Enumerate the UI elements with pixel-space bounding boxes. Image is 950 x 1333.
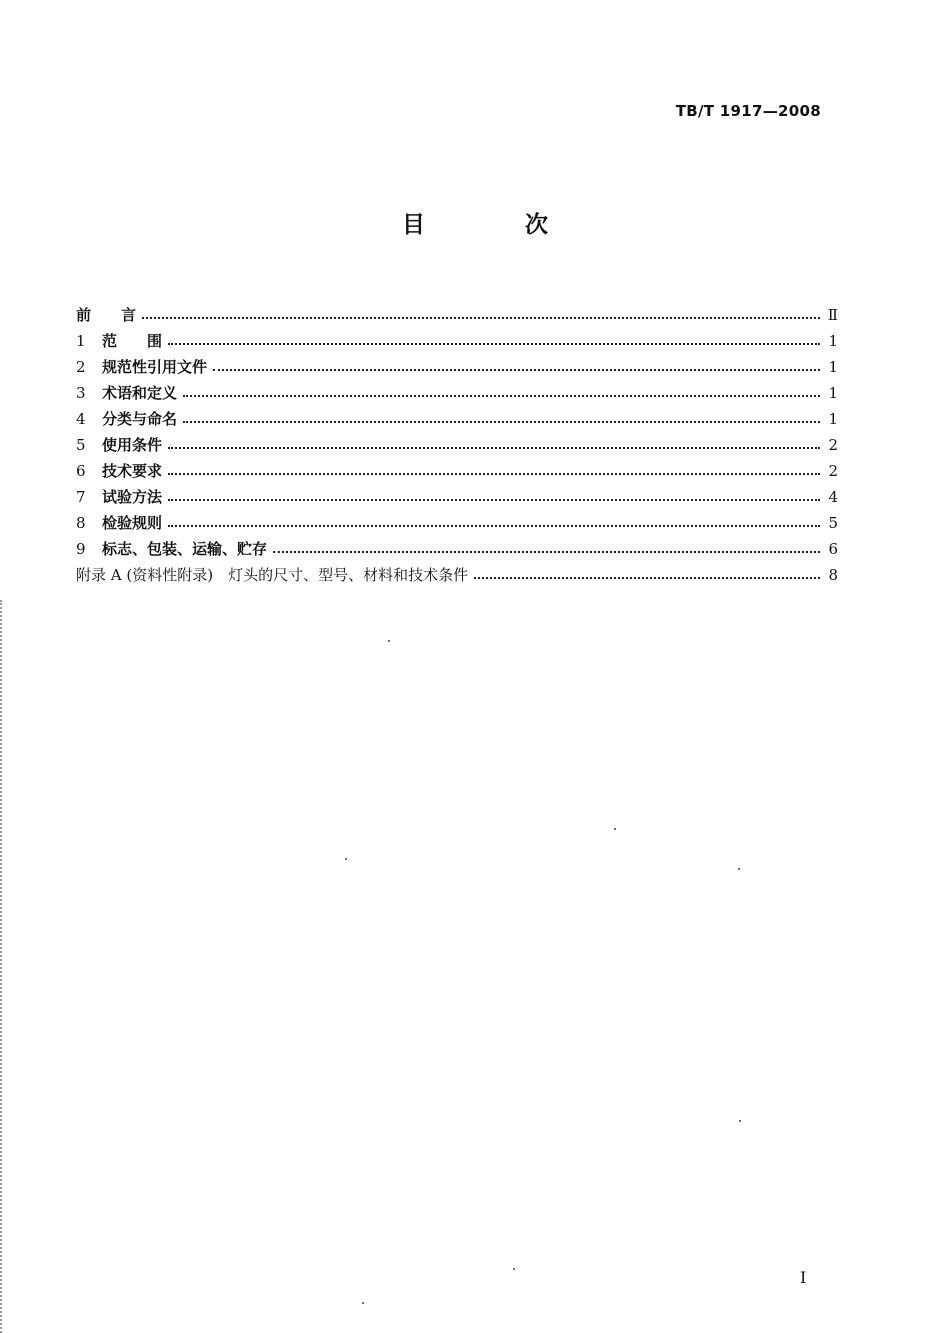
toc-entry-label: 分类与命名: [102, 410, 178, 428]
toc-leader-dots: [142, 316, 820, 319]
toc-entry-test-methods[interactable]: [76, 484, 838, 510]
toc-leader-dots: [168, 342, 820, 345]
toc-entry-label: 检验规则: [102, 514, 163, 532]
toc-entry-number: 4: [76, 410, 86, 428]
toc-leader-dots: [273, 550, 820, 553]
scan-edge-marks: [0, 600, 4, 1333]
toc-entry-number: 7: [76, 488, 86, 506]
scan-speck: [739, 1120, 741, 1122]
toc-entry-label: 试验方法: [102, 488, 163, 506]
toc-leader-dots: [168, 446, 820, 449]
scan-speck: [362, 1302, 364, 1304]
toc-entry-number: 9: [76, 540, 86, 558]
toc-entry-label: 标志、包装、运输、贮存: [102, 540, 268, 558]
toc-entry-label: 使用条件: [102, 436, 163, 454]
toc-title: 目 次: [401, 212, 594, 238]
toc-entry-marking-packaging[interactable]: [76, 536, 838, 562]
toc-entry-requirements[interactable]: [76, 458, 838, 484]
toc-leader-dots: [168, 498, 820, 501]
scan-speck: [738, 868, 740, 870]
toc-entry-page: 1: [828, 332, 838, 350]
toc-entry-appendix-a[interactable]: [76, 562, 838, 588]
toc-leader-dots: [213, 368, 820, 371]
toc-entry-scope[interactable]: [76, 328, 838, 354]
toc-entry-page: 1: [828, 358, 838, 376]
toc-entry-page: 5: [828, 514, 838, 532]
toc-entry-label: 附录 A (资料性附录) 灯头的尺寸、型号、材料和技术条件: [76, 566, 469, 584]
toc-entry-number: 3: [76, 384, 86, 402]
scan-speck: [388, 640, 390, 642]
toc-entry-page: 6: [828, 540, 838, 558]
toc-entry-page: 4: [828, 488, 838, 506]
toc-entry-number: 2: [76, 358, 86, 376]
toc-entry-page: 8: [828, 566, 838, 584]
toc-entry-page: 1: [828, 384, 838, 402]
toc-entry-page: 1: [828, 410, 838, 428]
toc-leader-dots: [183, 420, 820, 423]
toc-entry-label: 范 围: [102, 332, 163, 350]
toc-entry-foreword[interactable]: [76, 302, 838, 328]
scan-speck: [345, 858, 347, 860]
toc-leader-dots: [168, 524, 820, 527]
scan-speck: [614, 828, 616, 830]
page-number: Ⅰ: [800, 1268, 807, 1287]
toc-entry-page: 2: [828, 436, 838, 454]
table-of-contents: [76, 302, 838, 588]
toc-entry-inspection-rules[interactable]: [76, 510, 838, 536]
toc-entry-page: 2: [828, 462, 838, 480]
toc-entry-label: 技术要求: [102, 462, 163, 480]
toc-leader-dots: [183, 394, 820, 397]
toc-entry-number: 5: [76, 436, 86, 454]
toc-entry-conditions[interactable]: [76, 432, 838, 458]
toc-entry-terms[interactable]: [76, 380, 838, 406]
toc-entry-label: 术语和定义: [102, 384, 178, 402]
document-code: TB/T 1917—2008: [675, 102, 821, 120]
toc-entry-page: Ⅱ: [827, 306, 838, 324]
toc-entry-classification[interactable]: [76, 406, 838, 432]
toc-entry-label: 规范性引用文件: [102, 358, 208, 376]
toc-entry-number: 6: [76, 462, 86, 480]
toc-entry-number: 1: [76, 332, 86, 350]
toc-entry-label: 前 言: [76, 306, 137, 324]
toc-leader-dots: [474, 576, 820, 579]
scan-speck: [513, 1268, 515, 1270]
toc-entry-normative-references[interactable]: [76, 354, 838, 380]
toc-leader-dots: [168, 472, 820, 475]
toc-entry-number: 8: [76, 514, 86, 532]
